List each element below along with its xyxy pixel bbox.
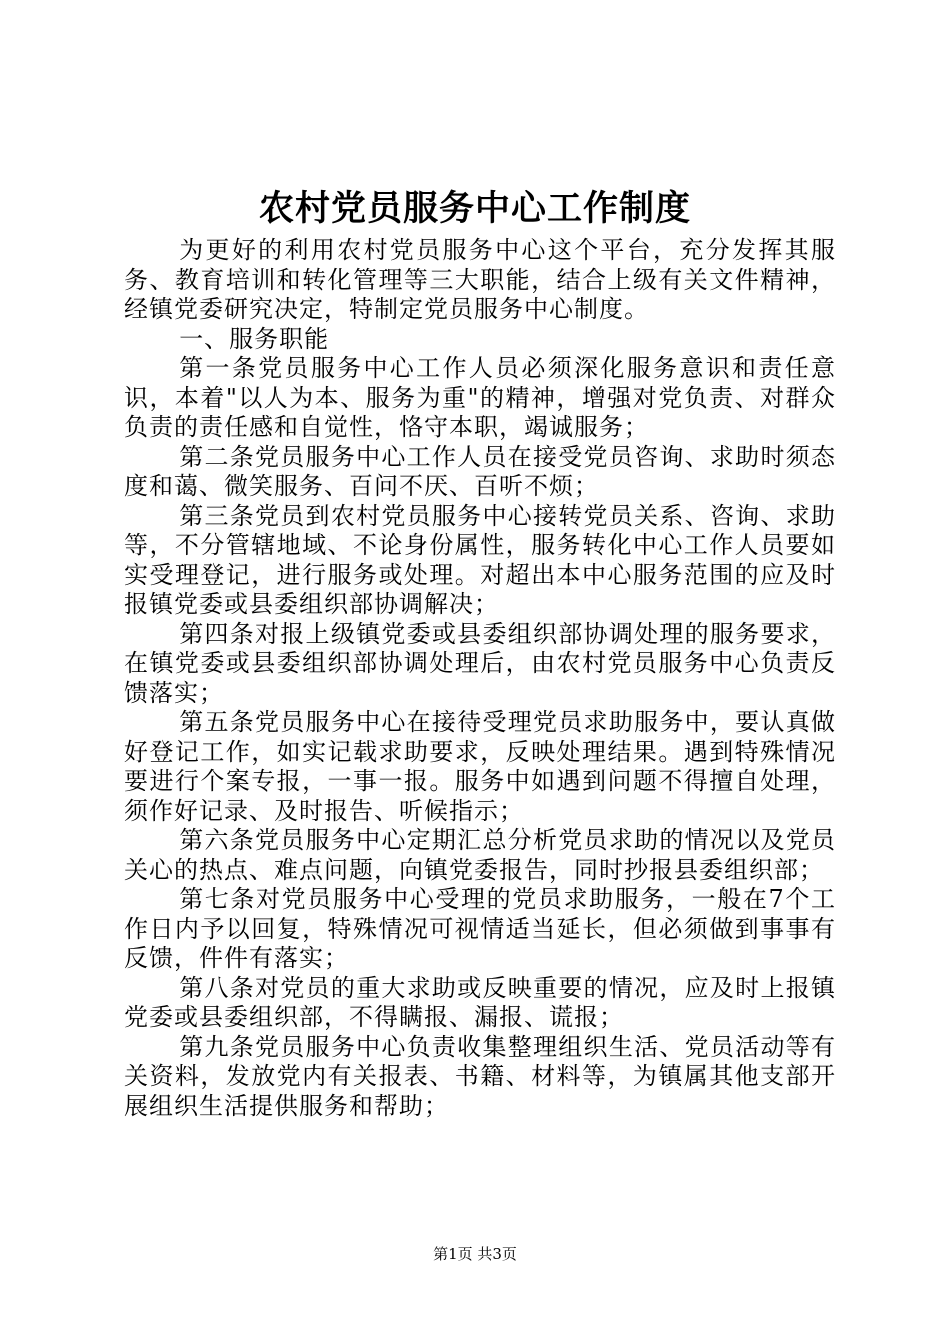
article-7: 第七条对党员服务中心受理的党员求助服务，一般在7个工作日内予以回复，特殊情况可视情适当延长，但必须做到事事有反馈，件件有落实； (124, 885, 836, 972)
section-heading: 一、服务职能 (179, 324, 330, 353)
article-5: 第五条党员服务中心在接待受理党员求助服务中，要认真做好登记工作，如实记载求助要求，反映处理结果。遇到特殊情况要进行个案专报，一事一报。服务中如遇到问题不得擅自处理，须作好记录、及时报告、听候指示； (124, 708, 836, 825)
article-8: 第八条对党员的重大求助或反映重要的情况，应及时上报镇党委或县委组织部，不得瞒报、漏报、谎报； (124, 973, 836, 1031)
article-9: 第九条党员服务中心负责收集整理组织生活、党员活动等有关资料，发放党内有关报表、书籍、材料等，为镇属其他支部开展组织生活提供服务和帮助； (124, 1032, 836, 1120)
article-6: 第六条党员服务中心定期汇总分析党员求助的情况以及党员关心的热点、难点问题，向镇党委报告，同时抄报县委组织部； (124, 826, 836, 884)
article-1: 第一条党员服务中心工作人员必须深化服务意识和责任意识，本着"以人为本、服务为重"的精神，增强对党负责、对群众负责的责任感和自觉性，恪守本职，竭诚服务； (124, 354, 836, 441)
document-body (124, 236, 836, 1121)
article-3: 第三条党员到农村党员服务中心接转党员关系、咨询、求助等，不分管辖地域、不论身份属性，服务转化中心工作人员要如实受理登记，进行服务或处理。对超出本中心服务范围的应及时报镇党委或县委组织部协调解决； (124, 501, 836, 618)
article-2: 第二条党员服务中心工作人员在接受党员咨询、求助时须态度和蔼、微笑服务、百问不厌、百听不烦； (124, 442, 836, 500)
article-4: 第四条对报上级镇党委或县委组织部协调处理的服务要求，在镇党委或县委组织部协调处理后，由农村党员服务中心负责反馈落实； (124, 619, 836, 707)
paragraph-intro: 为更好的利用农村党员服务中心这个平台，充分发挥其服务、教育培训和转化管理等三大职能，结合上级有关文件精神，经镇党委研究决定，特制定党员服务中心制度。 (124, 236, 836, 323)
document-title: 农村党员服务中心工作制度 (258, 188, 691, 229)
page-footer: 第1页 共3页 (433, 1245, 517, 1263)
